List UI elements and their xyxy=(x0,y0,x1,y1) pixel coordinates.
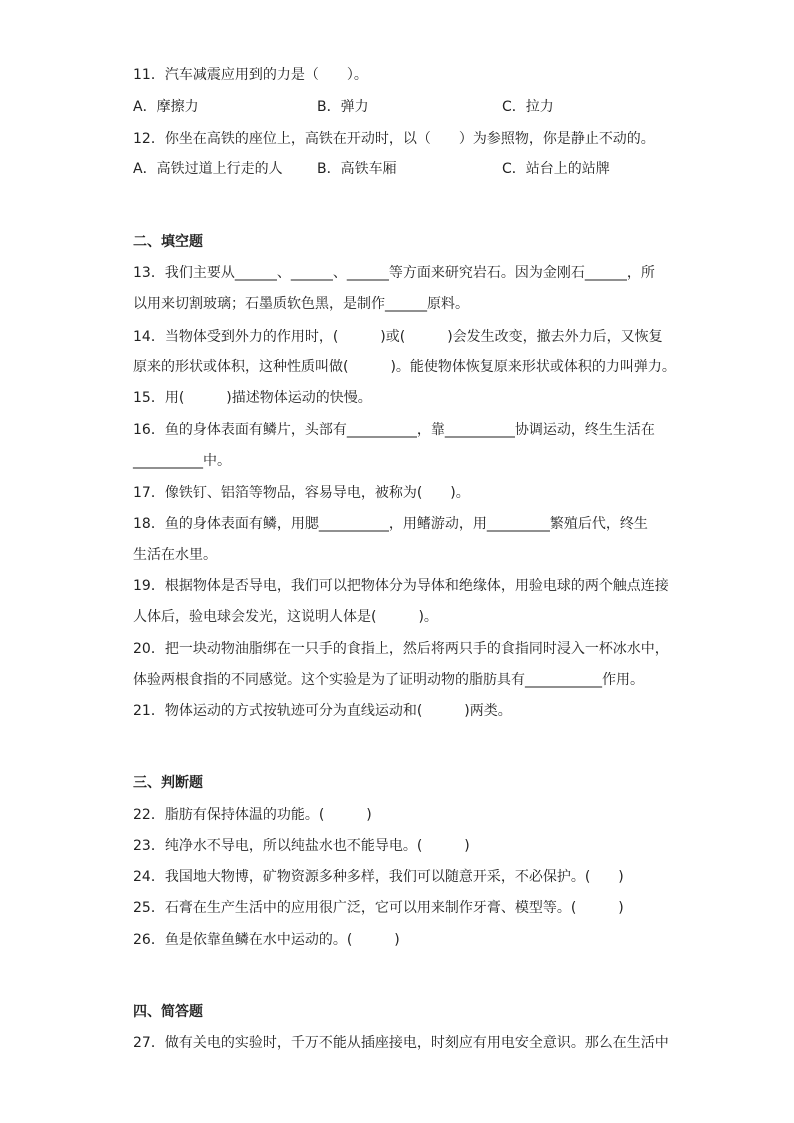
question-line: 27．做有关电的实验时，千万不能从插座接电，时刻应有用电安全意识。那么在生活中 xyxy=(133,1035,669,1051)
question-line: __________中。 xyxy=(133,453,231,469)
question-line: 22．脂肪有保持体温的功能。( ) xyxy=(133,807,372,823)
question-line: 13．我们主要从______、______、______等方面来研究岩石。因为金刚石______，所 xyxy=(133,265,655,281)
question-11-option-a: A．摩擦力 xyxy=(133,99,199,115)
question-line: 14．当物体受到外力的作用时，( )或( )会发生改变，撤去外力后，又恢复 xyxy=(133,329,663,345)
question-11-option-c: C．拉力 xyxy=(502,99,554,115)
question-12-option-b: B．高铁车厢 xyxy=(317,161,397,177)
question-line: 原来的形状或体积，这种性质叫做( )。能使物体恢复原来形状或体积的力叫弹力。 xyxy=(133,359,676,375)
question-line: 24．我国地大物博，矿物资源多种多样，我们可以随意开采，不必保护。( ) xyxy=(133,869,624,885)
section-title-short-answer: 四、简答题 xyxy=(133,1004,203,1020)
question-line: 人体后，验电球会发光，这说明人体是( )。 xyxy=(133,609,438,625)
section-title-fill-in: 二、填空题 xyxy=(133,234,203,250)
question-12-option-c: C．站台上的站牌 xyxy=(502,161,610,177)
question-12-stem: 12．你坐在高铁的座位上，高铁在开动时，以（ ）为参照物，你是静止不动的。 xyxy=(133,131,655,147)
question-line: 18．鱼的身体表面有鳞，用腮__________，用鳍游动，用_________繁殖后代，终生 xyxy=(133,516,648,532)
question-line: 20．把一块动物油脂绑在一只手的食指上，然后将两只手的食指同时浸入一杯冰水中， xyxy=(133,641,669,657)
question-12-option-a: A．高铁过道上行走的人 xyxy=(133,161,283,177)
question-line: 以用来切割玻璃；石墨质软色黑，是制作______原料。 xyxy=(133,296,469,312)
question-11-option-b: B．弹力 xyxy=(317,99,369,115)
question-line: 17．像铁钉、铝箔等物品，容易导电，被称为( )。 xyxy=(133,485,470,501)
question-line: 25．石膏在生产生活中的应用很广泛，它可以用来制作牙膏、模型等。( ) xyxy=(133,900,624,916)
question-line: 15．用( )描述物体运动的快慢。 xyxy=(133,390,372,406)
section-title-true-false: 三、判断题 xyxy=(133,775,203,791)
question-line: 19．根据物体是否导电，我们可以把物体分为导体和绝缘体，用验电球的两个触点连接 xyxy=(133,578,669,594)
question-line: 21．物体运动的方式按轨迹可分为直线运动和( )两类。 xyxy=(133,703,512,719)
question-line: 16．鱼的身体表面有鳞片，头部有__________，靠__________协调运动，终生生活在 xyxy=(133,422,655,438)
question-line: 体验两根食指的不同感觉。这个实验是为了证明动物的脂肪具有___________作用。 xyxy=(133,672,644,688)
question-11-stem: 11．汽车减震应用到的力是（ ）。 xyxy=(133,67,368,83)
question-line: 生活在水里。 xyxy=(133,547,217,563)
question-line: 26．鱼是依靠鱼鳞在水中运动的。( ) xyxy=(133,932,400,948)
question-line: 23．纯净水不导电，所以纯盐水也不能导电。( ) xyxy=(133,838,470,854)
